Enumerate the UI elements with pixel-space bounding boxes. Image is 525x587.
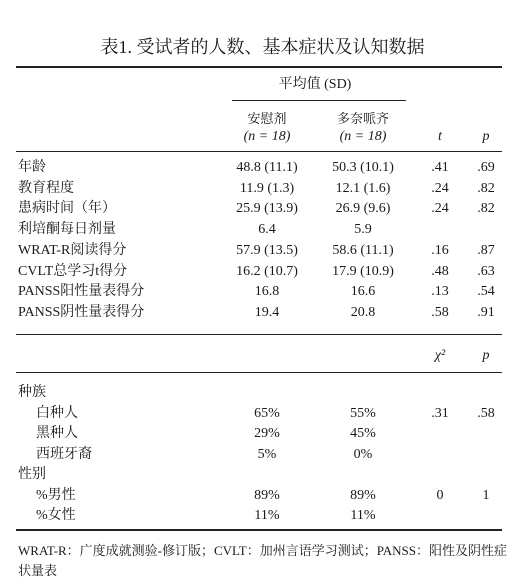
- cell-donepezil: 26.9 (9.6): [335, 201, 391, 217]
- cell-placebo: 57.9 (13.5): [236, 242, 298, 258]
- col-donepezil-label: 多奈哌齐: [336, 111, 389, 126]
- cell-placebo: 16.2 (10.7): [236, 263, 298, 279]
- row-label: 患病时间（年）: [18, 201, 116, 217]
- row-label: CVLT总学习t得分: [18, 263, 128, 279]
- table-row: [0, 283, 525, 301]
- cell-p: .87: [477, 242, 495, 258]
- col-p-header: p: [482, 129, 490, 144]
- row-label: 性别: [18, 467, 46, 482]
- cell-placebo: 65%: [254, 405, 280, 421]
- col-p2-header: p: [482, 348, 490, 363]
- cell-p: .82: [477, 201, 495, 217]
- cell-p: .63: [477, 263, 495, 279]
- cell-p: .54: [477, 284, 495, 300]
- cell-stat: .24: [431, 201, 449, 217]
- cell-donepezil: 50.3 (10.1): [332, 160, 394, 175]
- cell-donepezil: 11%: [350, 508, 376, 523]
- cell-p: .91: [477, 304, 495, 320]
- cell-stat: 0: [436, 487, 444, 503]
- cell-placebo: 89%: [254, 487, 280, 503]
- col-placebo-n: (n = 18): [243, 129, 291, 144]
- row-label: PANSS阴性量表得分: [18, 304, 145, 320]
- table-row: [0, 180, 525, 198]
- cell-donepezil: 20.8: [350, 304, 376, 320]
- table-row: [0, 405, 525, 423]
- cell-p: 1: [482, 487, 490, 503]
- table-row: [0, 425, 525, 443]
- cell-donepezil: 89%: [350, 487, 376, 503]
- group-header-rule: [232, 100, 406, 101]
- header-rule: [16, 151, 502, 152]
- table-row: [0, 242, 525, 260]
- row-label: 利培酮每日剂量: [18, 222, 116, 238]
- row-label: 白种人: [36, 405, 78, 421]
- cell-donepezil: 5.9: [354, 222, 372, 238]
- row-label: 年龄: [18, 160, 46, 175]
- mid-rule: [16, 334, 502, 335]
- row-label: %女性: [36, 508, 76, 523]
- cell-donepezil: 45%: [350, 426, 376, 441]
- cell-stat: .24: [431, 180, 449, 196]
- table-row: [0, 263, 525, 281]
- col-donepezil-n: (n = 18): [339, 129, 387, 144]
- cell-donepezil: 58.6 (11.1): [332, 242, 394, 258]
- bottom-rule: [16, 529, 502, 531]
- cell-stat: .13: [431, 284, 449, 300]
- cell-p: .69: [477, 160, 495, 175]
- group-header: 平均值 (SD): [278, 77, 352, 92]
- row-label: 黑种人: [36, 426, 78, 441]
- table-row: [0, 487, 525, 505]
- row-label: 西班牙裔: [36, 446, 92, 462]
- row-label: PANSS阳性量表得分: [18, 284, 145, 300]
- cell-placebo: 11.9 (1.3): [239, 180, 295, 196]
- cell-placebo: 48.8 (11.1): [236, 160, 298, 175]
- mid-rule-2: [16, 372, 502, 373]
- cell-stat: .16: [431, 242, 449, 258]
- cell-placebo: 6.4: [258, 222, 276, 238]
- cell-p: .58: [477, 405, 495, 421]
- row-label: WRAT-R阅读得分: [18, 242, 127, 258]
- table-caption: 表1. 受试者的人数、基本症状及认知数据: [100, 37, 425, 57]
- table-row: [0, 159, 525, 177]
- cell-donepezil: 55%: [350, 405, 376, 421]
- row-label: 种族: [18, 385, 46, 400]
- cell-donepezil: 12.1 (1.6): [335, 180, 391, 196]
- table-row: [0, 446, 525, 464]
- row-label: 教育程度: [18, 180, 74, 196]
- cell-stat: .41: [431, 160, 449, 175]
- table-row: [0, 304, 525, 322]
- row-label: %男性: [36, 487, 76, 503]
- cell-stat: .48: [431, 263, 449, 279]
- table-row: [0, 221, 525, 239]
- cell-donepezil: 16.6: [350, 284, 376, 300]
- col-chi-header: χ²: [434, 348, 446, 363]
- table-row: [0, 200, 525, 218]
- cell-placebo: 19.4: [254, 304, 280, 320]
- footnote: WRAT-R：广度成就测验-修订版；CVLT：加州言语学习测试；PANSS：阳性及阴性症状量表: [18, 543, 507, 578]
- cell-stat: .58: [431, 304, 449, 320]
- cell-placebo: 11%: [254, 508, 280, 523]
- table-row: [0, 466, 525, 484]
- table-row: [0, 384, 525, 402]
- cell-donepezil: 0%: [353, 446, 373, 462]
- cell-placebo: 29%: [254, 426, 280, 441]
- cell-placebo: 25.9 (13.9): [236, 201, 298, 217]
- cell-donepezil: 17.9 (10.9): [332, 263, 394, 279]
- table-row: [0, 507, 525, 525]
- col-placebo-label: 安慰剂: [247, 111, 287, 126]
- cell-p: .82: [477, 180, 495, 196]
- cell-placebo: 16.8: [254, 284, 280, 300]
- cell-stat: .31: [431, 405, 449, 421]
- col-t-header: t: [438, 129, 442, 144]
- cell-placebo: 5%: [257, 446, 277, 462]
- top-rule: [16, 66, 502, 68]
